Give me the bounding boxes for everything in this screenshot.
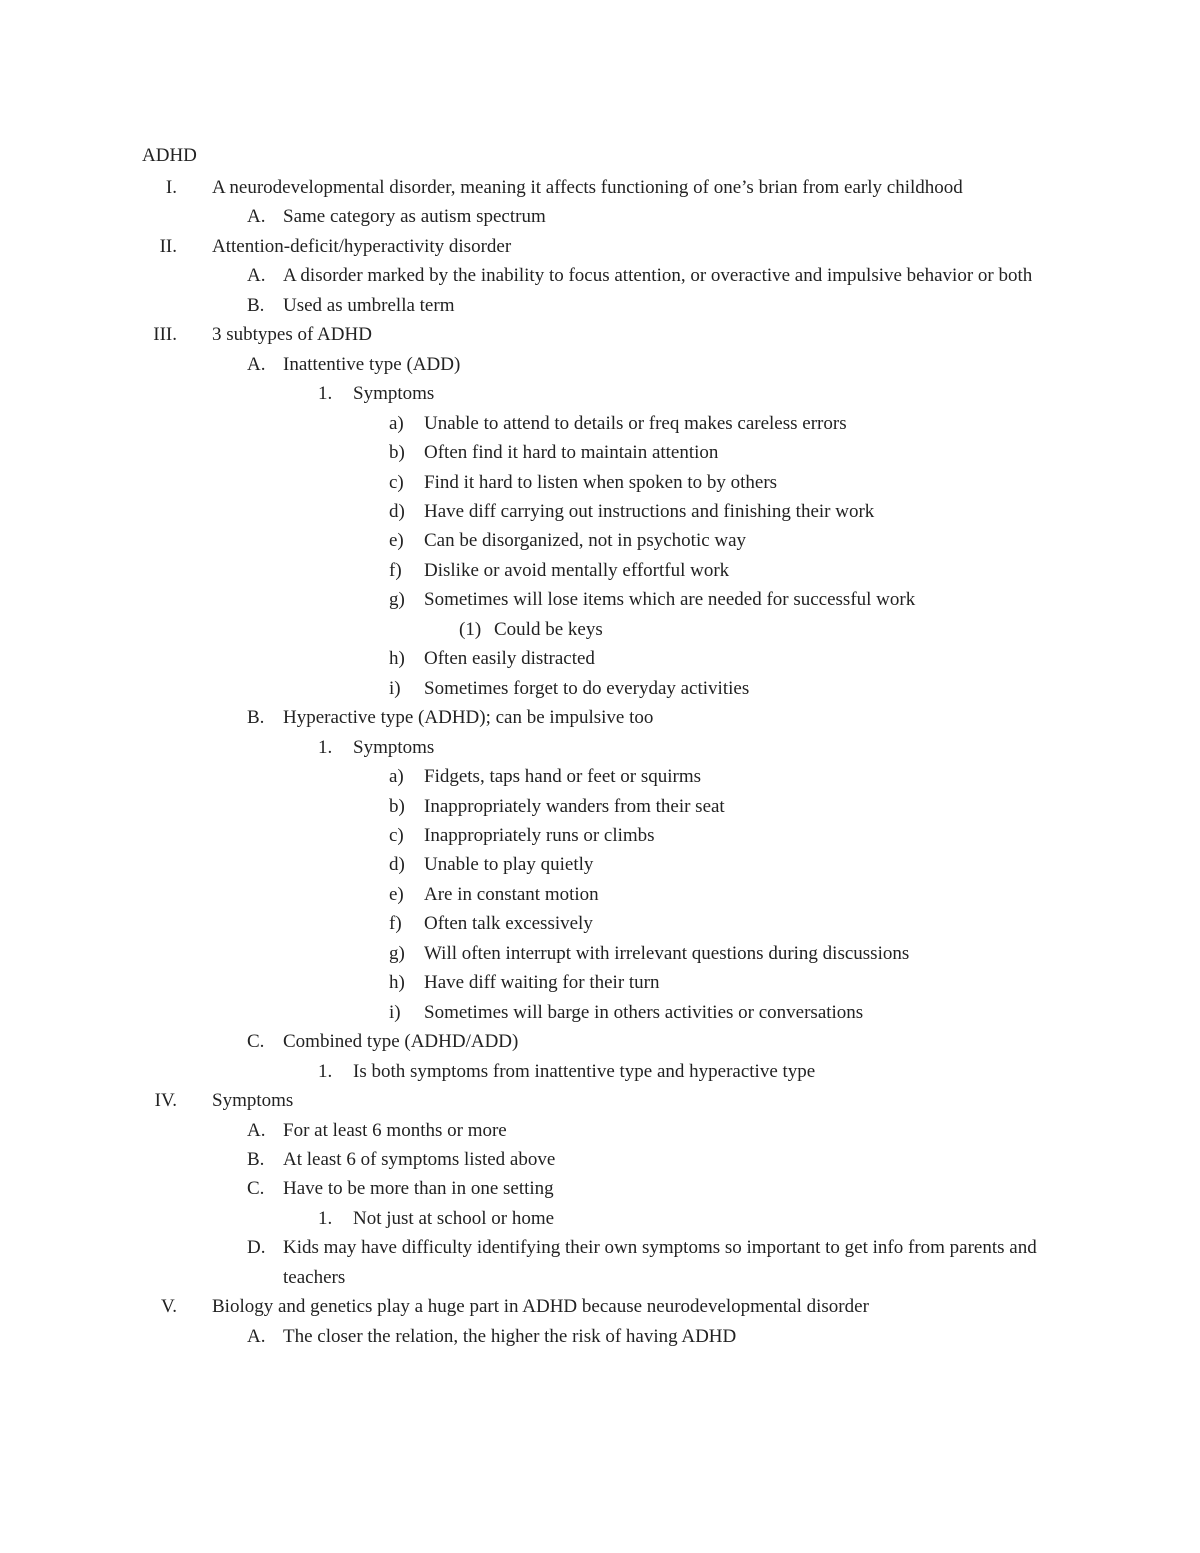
outline-item-marker: 1. bbox=[318, 1060, 333, 1082]
outline-item bbox=[0, 1145, 1200, 1174]
outline-item bbox=[0, 792, 1200, 821]
outline-item-text: Fidgets, taps hand or feet or squirms bbox=[424, 766, 702, 788]
outline-item-text: A disorder marked by the inability to focus attention, or overactive and impulsive behavior or both bbox=[283, 265, 1033, 287]
outline-item-text: Combined type (ADHD/ADD) bbox=[283, 1031, 519, 1053]
outline-item-marker: h) bbox=[389, 648, 405, 670]
outline-item bbox=[0, 438, 1200, 467]
outline-item bbox=[0, 556, 1200, 585]
outline-item bbox=[0, 762, 1200, 791]
outline-item bbox=[0, 1233, 1200, 1292]
outline-item-text: Are in constant motion bbox=[424, 883, 599, 905]
outline-item-text: Sometimes will barge in others activities or conversations bbox=[424, 1001, 864, 1023]
outline-item-marker: d) bbox=[389, 854, 405, 876]
outline-item-text: Often easily distracted bbox=[424, 648, 595, 670]
outline-item bbox=[0, 497, 1200, 526]
outline-item bbox=[0, 320, 1200, 349]
outline-item-text: At least 6 of symptoms listed above bbox=[283, 1148, 556, 1170]
outline-item bbox=[0, 409, 1200, 438]
outline-item-marker: c) bbox=[389, 471, 404, 493]
outline-item bbox=[0, 585, 1200, 614]
outline-item-marker: i) bbox=[389, 677, 401, 699]
outline-item-text: Find it hard to listen when spoken to by others bbox=[424, 471, 778, 493]
outline-item bbox=[0, 173, 1200, 202]
outline-item-marker: i) bbox=[389, 1001, 401, 1023]
outline-item-marker: g) bbox=[389, 589, 405, 611]
outline-item-text: Have to be more than in one setting bbox=[283, 1178, 554, 1200]
outline-item bbox=[0, 703, 1200, 732]
outline-item-marker: 1. bbox=[318, 383, 333, 405]
outline-item-marker: II. bbox=[159, 235, 177, 257]
outline-item bbox=[0, 939, 1200, 968]
outline-item-marker: 1. bbox=[318, 736, 333, 758]
outline-item-text: Kids may have difficulty identifying their own symptoms so important to get info from parents and teachers bbox=[283, 1237, 1037, 1288]
outline-item-text: Will often interrupt with irrelevant questions during discussions bbox=[424, 942, 910, 964]
outline-item bbox=[0, 1116, 1200, 1145]
outline-item bbox=[0, 909, 1200, 938]
outline-item-marker: V. bbox=[160, 1296, 177, 1318]
outline-item bbox=[0, 968, 1200, 997]
outline-item-text: Is both symptoms from inattentive type and hyperactive type bbox=[353, 1060, 816, 1082]
outline-item-marker: A. bbox=[247, 1325, 266, 1347]
outline-item bbox=[0, 615, 1200, 644]
outline-item-text: For at least 6 months or more bbox=[283, 1119, 507, 1141]
outline-item-marker: f) bbox=[389, 559, 402, 581]
outline-item-text: Attention-deficit/hyperactivity disorder bbox=[212, 235, 512, 257]
outline-item-marker: f) bbox=[389, 913, 402, 935]
outline-item bbox=[0, 202, 1200, 231]
outline-item bbox=[0, 880, 1200, 909]
outline-item bbox=[0, 1057, 1200, 1086]
outline-item-marker: C. bbox=[247, 1178, 265, 1200]
outline-item-marker: b) bbox=[389, 442, 405, 464]
outline-item-text: Inappropriately wanders from their seat bbox=[424, 795, 725, 817]
outline-item-text: Same category as autism spectrum bbox=[283, 206, 546, 228]
outline-item bbox=[0, 674, 1200, 703]
outline-item bbox=[0, 733, 1200, 762]
outline-item-text: Inattentive type (ADD) bbox=[283, 353, 461, 375]
outline-item bbox=[0, 1322, 1200, 1351]
outline-item-text: Sometimes will lose items which are needed for successful work bbox=[424, 589, 916, 611]
outline-item bbox=[0, 261, 1200, 290]
outline-item-marker: b) bbox=[389, 795, 405, 817]
outline-item-text: The closer the relation, the higher the risk of having ADHD bbox=[283, 1325, 737, 1347]
outline-item-text: Hyperactive type (ADHD); can be impulsive too bbox=[283, 707, 654, 729]
outline-item-text: Often find it hard to maintain attention bbox=[424, 442, 719, 464]
outline-item-marker: h) bbox=[389, 972, 405, 994]
outline-item bbox=[0, 232, 1200, 261]
outline-item bbox=[0, 1027, 1200, 1056]
outline-item bbox=[0, 468, 1200, 497]
outline-item-text: Often talk excessively bbox=[424, 913, 593, 935]
outline-item bbox=[0, 644, 1200, 673]
outline-item-marker: III. bbox=[153, 324, 177, 346]
outline-item-marker: B. bbox=[247, 294, 265, 316]
outline-item-text: Unable to attend to details or freq makes careless errors bbox=[424, 412, 847, 434]
outline-item-marker: A. bbox=[247, 353, 266, 375]
outline-item-marker: IV. bbox=[154, 1090, 177, 1112]
outline-item-text: Have diff waiting for their turn bbox=[424, 972, 660, 994]
outline-item-text: Symptoms bbox=[353, 736, 435, 758]
outline-item-text: Unable to play quietly bbox=[424, 854, 594, 876]
outline-item bbox=[0, 526, 1200, 555]
document-title: ADHD bbox=[142, 145, 197, 166]
outline-item-marker: I. bbox=[165, 177, 177, 198]
outline-item bbox=[0, 821, 1200, 850]
outline-item-marker: C. bbox=[247, 1031, 265, 1053]
outline-item bbox=[0, 998, 1200, 1027]
outline-item bbox=[0, 350, 1200, 379]
outline-item-text: Sometimes forget to do everyday activities bbox=[424, 677, 750, 699]
outline-item bbox=[0, 379, 1200, 408]
outline-item-marker: D. bbox=[247, 1237, 266, 1259]
outline-item-marker: a) bbox=[389, 766, 404, 788]
outline-item-text: Symptoms bbox=[212, 1090, 294, 1112]
outline-item-marker: 1. bbox=[318, 1207, 333, 1229]
outline-item-marker: B. bbox=[247, 707, 265, 729]
outline-item-text: Dislike or avoid mentally effortful work bbox=[424, 559, 730, 581]
outline-item-text: Inappropriately runs or climbs bbox=[424, 824, 655, 846]
outline-item bbox=[0, 1204, 1200, 1233]
outline-item-text: Not just at school or home bbox=[353, 1207, 555, 1229]
outline-item-text: Biology and genetics play a huge part in ADHD because neurodevelopmental disorder bbox=[212, 1296, 869, 1318]
outline-item-text: Have diff carrying out instructions and finishing their work bbox=[424, 500, 875, 522]
outline-item bbox=[0, 850, 1200, 879]
outline-item bbox=[0, 1292, 1200, 1321]
outline-item bbox=[0, 1174, 1200, 1203]
outline-item-marker: d) bbox=[389, 500, 405, 522]
outline-item bbox=[0, 291, 1200, 320]
outline-item-marker: A. bbox=[247, 1119, 266, 1141]
outline-item-marker: c) bbox=[389, 824, 404, 846]
outline-item-marker: A. bbox=[247, 265, 266, 287]
outline-list bbox=[0, 173, 1200, 1351]
outline-item-text: Symptoms bbox=[353, 383, 435, 405]
outline-item-text: 3 subtypes of ADHD bbox=[212, 324, 372, 346]
outline-item-text: Can be disorganized, not in psychotic way bbox=[424, 530, 747, 552]
outline-item-marker: g) bbox=[389, 942, 405, 964]
outline-item-marker: a) bbox=[389, 412, 404, 434]
outline-item-marker: A. bbox=[247, 206, 266, 228]
outline-item-text: Used as umbrella term bbox=[283, 294, 455, 316]
outline-item-marker: e) bbox=[389, 530, 404, 552]
outline-item-text: A neurodevelopmental disorder, meaning it affects functioning of one’s brian from early childhood bbox=[212, 177, 963, 198]
outline-item-marker: (1) bbox=[459, 618, 482, 640]
outline-item-marker: B. bbox=[247, 1148, 265, 1170]
outline-item-marker: e) bbox=[389, 883, 404, 905]
outline-item bbox=[0, 1086, 1200, 1115]
outline-item-text: Could be keys bbox=[494, 618, 603, 640]
